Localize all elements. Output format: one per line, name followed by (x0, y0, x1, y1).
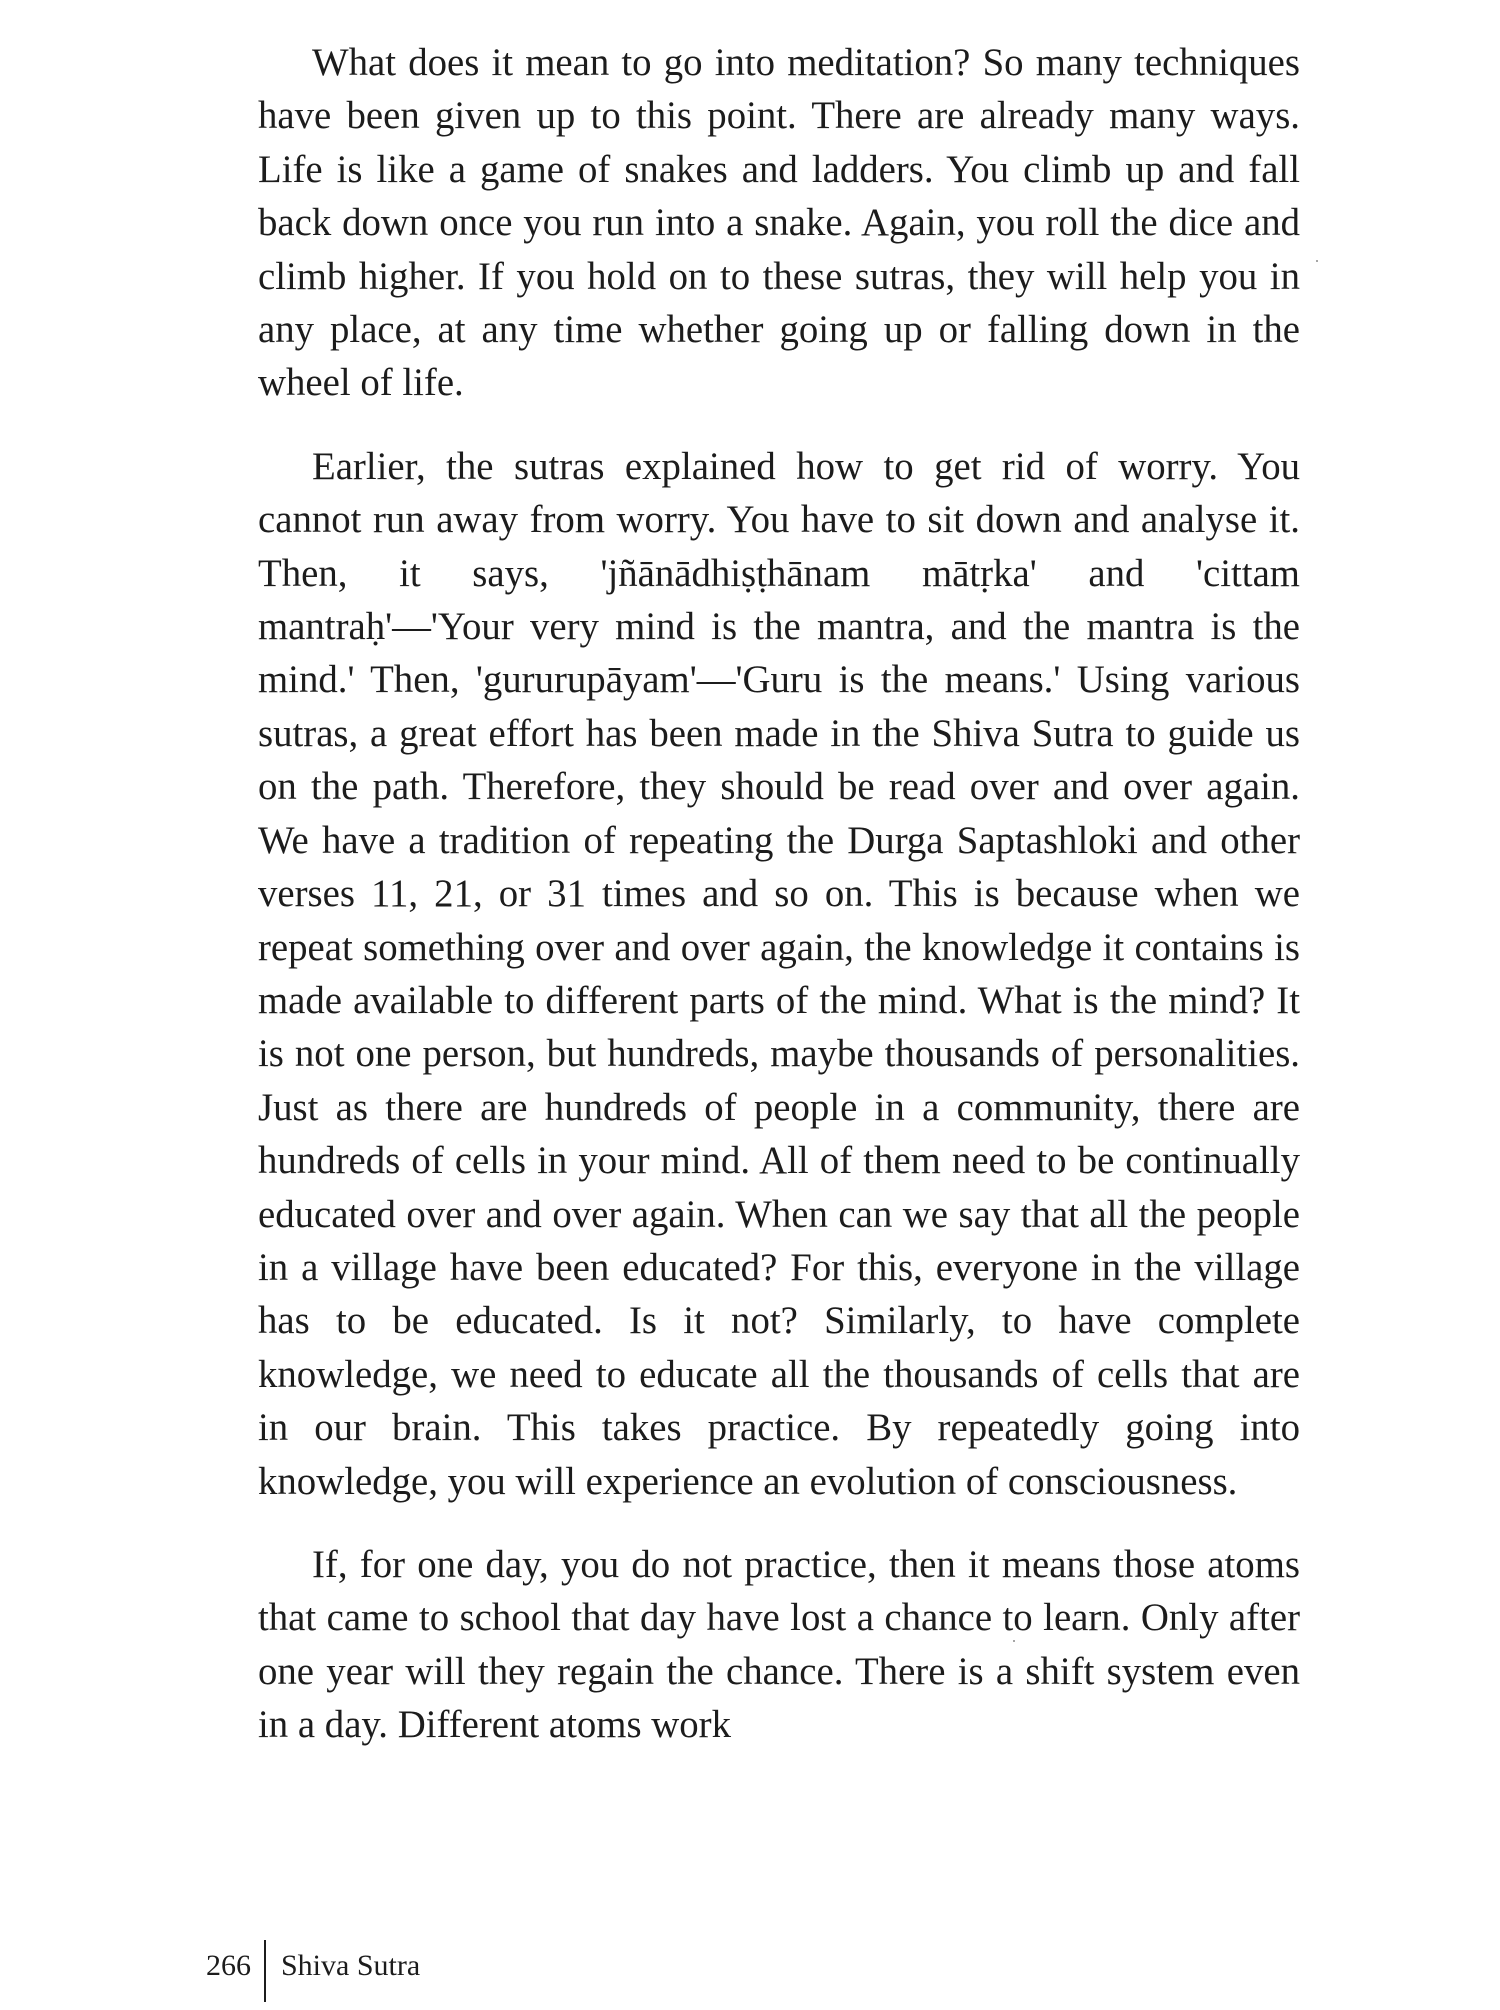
scan-speck (1316, 260, 1318, 262)
page-number: 266 (206, 1949, 251, 1982)
running-title: Shiva Sutra (281, 1949, 421, 1982)
paragraph-practice: If, for one day, you do not practice, then it means those atoms that came to school that day have lost a chance to learn. Only after one year will they regain the chance. There is a shift system even in a day. Different atoms work (258, 1542, 1300, 1747)
scan-speck (1013, 1640, 1015, 1642)
footer-divider (264, 1940, 266, 2002)
paragraph-sutras-worry: Earlier, the sutras explained how to get rid of worry. You cannot run away from worry. You have to sit down and analyse it. Then, it says, 'jñānādhiṣṭhānam mātṛka' and 'cittam mantraḥ'—'Your very mind is the mantra, and the mantra is the mind.' Then, 'gururupāyam'—'Guru is the means.' Using various sutras, a great effort has been made in the Shiva Sutra to guide us on the path. Therefore, they should be read over and over again. We have a tradition of repeating the Durga Saptashloki and other verses 11, 21, or 31 times and so on. This is because when we repeat something over and over again, the knowledge it contains is made available to different parts of the mind. What is the mind? It is not one person, but hundreds, maybe thousands of personalities. Just as there are hundreds of people in a community, there are hundreds of cells in your mind. All of them need to be continually educated over and over again. When can we say that all the people in a village have been educated? For this, everyone in the village has to be educated. Is it not? Similarly, to have complete knowledge, we need to educate all the thousands of cells that are in our brain. This takes practice. By repeatedly going into knowledge, you will experience an evolution of consciousness. (258, 444, 1300, 1503)
page-body (258, 36, 1300, 1782)
paragraph-meditation: What does it mean to go into meditation? So many techniques have been given up to this point. There are already many ways. Life is like a game of snakes and ladders. You climb up and fall back down once you run into a snake. Again, you roll the dice and climb higher. If you hold on to these sutras, they will help you in any place, at any time whether going up or falling down in the wheel of life. (258, 41, 1300, 405)
